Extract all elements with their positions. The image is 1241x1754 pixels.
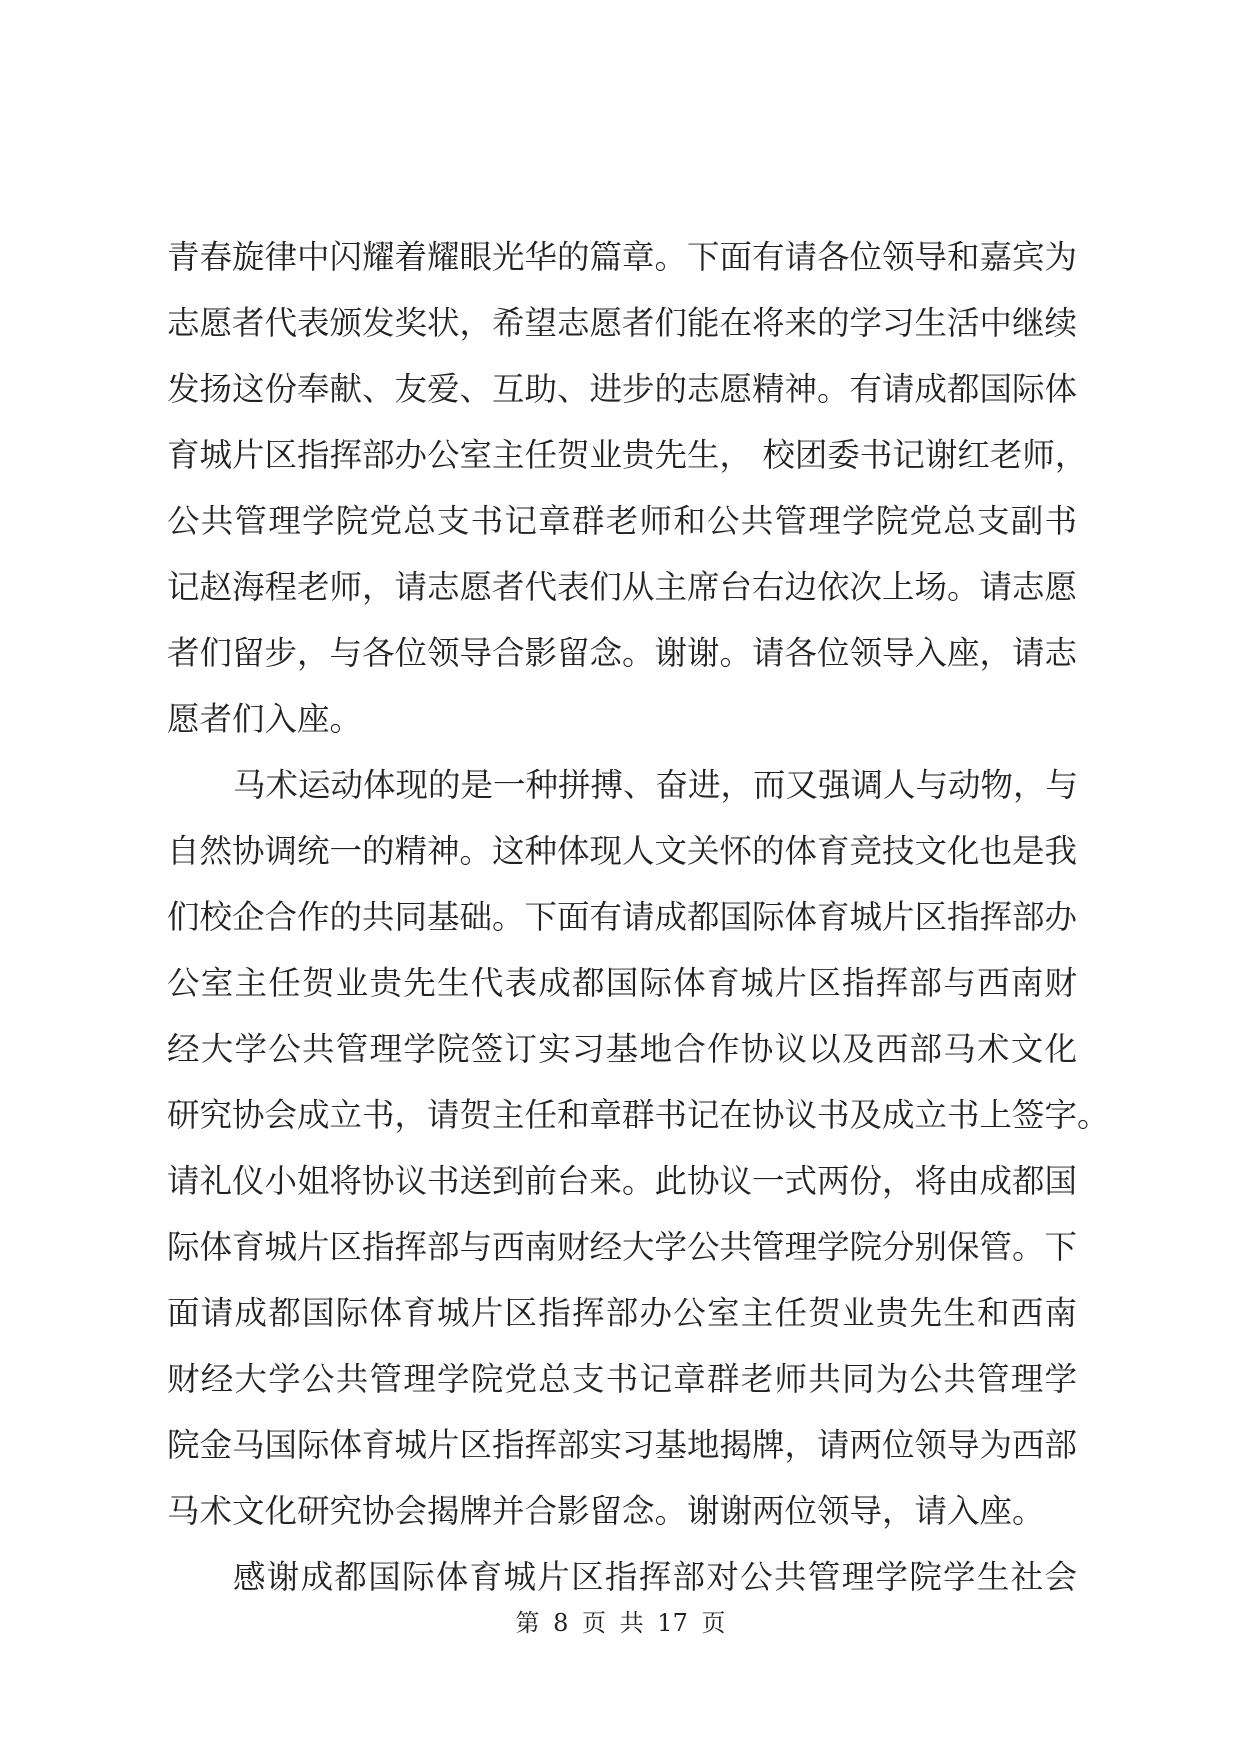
body-text-line: 公共管理学院党总支书记章群老师和公共管理学院党总支副书 (167, 502, 1077, 540)
body-text-line: 志愿者代表颁发奖状，希望志愿者们能在将来的学习生活中继续 (167, 304, 1078, 342)
body-text-line: 际体育城片区指挥部与西南财经大学公共管理学院分别保管。下 (167, 1228, 1078, 1266)
body-text-line: 发扬这份奉献、友爱、互助、进步的志愿精神。有请成都国际体 (167, 370, 1078, 408)
body-text-line: 马术文化研究协会揭牌并合影留念。谢谢两位领导，请入座。 (167, 1492, 1045, 1530)
body-text-line: 经大学公共管理学院签订实习基地合作协议以及西部马术文化 (167, 1030, 1077, 1068)
paragraph-first-line: 马术运动体现的是一种拼搏、奋进，而又强调人与动物，与 (233, 766, 1079, 804)
body-text-line: 财经大学公共管理学院党总支书记章群老师共同为公共管理学 (167, 1360, 1077, 1398)
body-text-line: 愿者们入座。 (167, 700, 363, 738)
page-number-footer: 第 8 页 共 17 页 (515, 1609, 726, 1637)
body-text-line: 青春旋律中闪耀着耀眼光华的篇章。下面有请各位领导和嘉宾为 (167, 238, 1078, 276)
body-text-line: 育城片区指挥部办公室主任贺业贵先生， 校团委书记谢红老师， (167, 436, 1088, 474)
body-text-line: 记赵海程老师，请志愿者代表们从主席台右边依次上场。请志愿 (167, 568, 1078, 606)
body-text-line: 们校企合作的共同基础。下面有请成都国际体育城片区指挥部办 (167, 898, 1078, 936)
body-text-line: 公室主任贺业贵先生代表成都国际体育城片区指挥部与西南财 (167, 964, 1077, 1002)
body-text-line: 者们留步，与各位领导合影留念。谢谢。请各位领导入座，请志 (167, 634, 1078, 672)
paragraph-first-line: 感谢成都国际体育城片区指挥部对公共管理学院学生社会 (233, 1558, 1077, 1596)
body-text-line: 研究协会成立书，请贺主任和章群书记在协议书及成立书上签字。 (167, 1096, 1110, 1134)
body-text-line: 面请成都国际体育城片区指挥部办公室主任贺业贵先生和西南 (167, 1294, 1077, 1332)
body-text-line: 请礼仪小姐将协议书送到前台来。此协议一式两份，将由成都国 (167, 1162, 1078, 1200)
body-text-line: 院金马国际体育城片区指挥部实习基地揭牌，请两位领导为西部 (167, 1426, 1078, 1464)
body-text-line: 自然协调统一的精神。这种体现人文关怀的体育竞技文化也是我 (167, 832, 1078, 870)
